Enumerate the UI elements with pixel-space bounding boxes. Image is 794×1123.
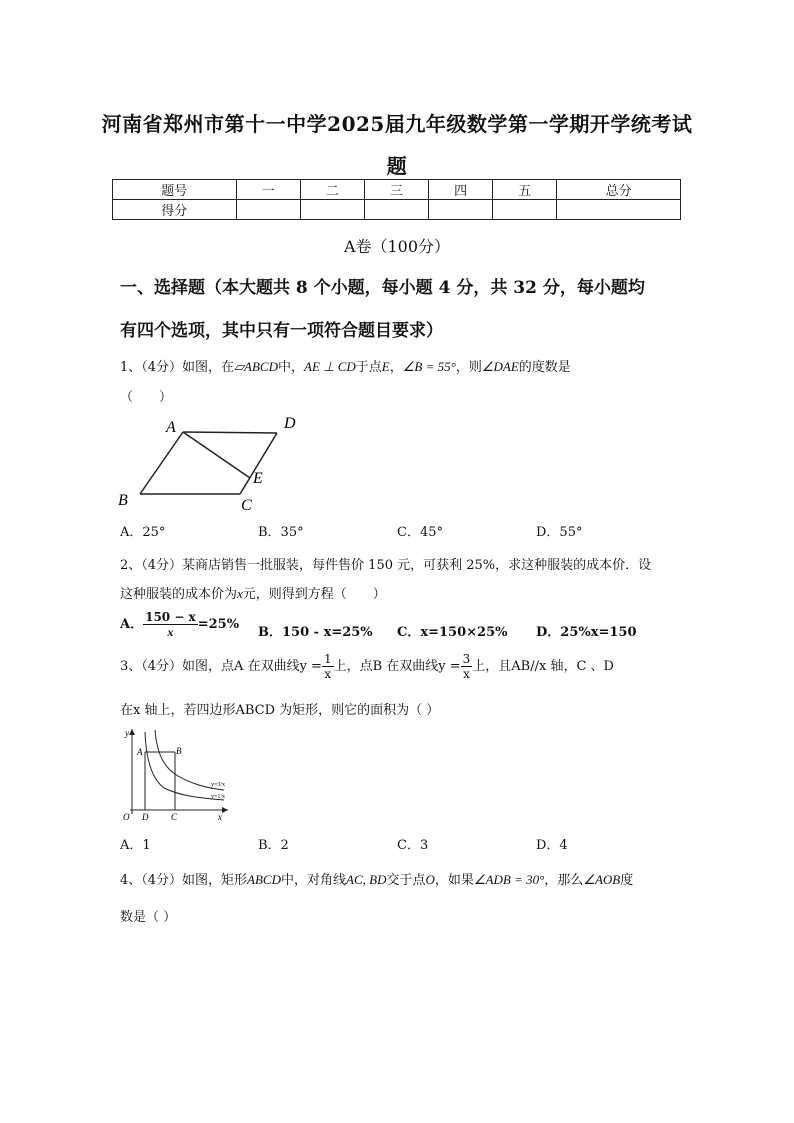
- score-table-header-cell: 总分: [557, 180, 681, 200]
- q3-x-axis-arrow: [222, 807, 228, 813]
- q1-mid4: ，则: [455, 360, 482, 375]
- q1-label-c: C: [241, 497, 252, 514]
- exam-title-line1: 河南省郑州市第十一中学2025届九年级数学第一学期开学统考试: [101, 112, 693, 136]
- score-table-header-cell: 三: [364, 180, 428, 200]
- q3-label-x: x: [218, 812, 222, 822]
- q3-label-y: y: [125, 728, 129, 738]
- question-4-line1: [120, 869, 633, 888]
- q2-option-a-numerator: 150 − x: [145, 610, 196, 624]
- q3-label-o: O: [123, 812, 130, 822]
- q1-target-angle: ∠DAE: [481, 359, 519, 374]
- question-1-paren: （ ）: [120, 390, 173, 405]
- question-2-line1: 2、（4分）某商店销售一批服装，每件售价 150 元，可获利 25%，求这种服装的成本价．设: [120, 558, 652, 573]
- q1-option-b[interactable]: B．35°: [258, 525, 304, 540]
- q1-mid1: 中，: [278, 360, 305, 375]
- q3-label-b: B: [176, 746, 182, 756]
- q3-fraction-2: [461, 652, 473, 681]
- score-input-cell[interactable]: [557, 200, 681, 220]
- q2-line2-b: 元，则得到方程（ ）: [242, 587, 386, 602]
- score-input-cell[interactable]: [300, 200, 364, 220]
- q1-suffix: 的度数是: [518, 360, 571, 375]
- q1-option-a[interactable]: A．25°: [120, 525, 166, 540]
- question-3-line1: [120, 652, 614, 681]
- section1-heading-line2: 有四个选项，其中只有一项符合题目要求）: [120, 321, 443, 341]
- q2-variable: x: [237, 586, 243, 601]
- q3-option-a[interactable]: A．1: [120, 838, 151, 853]
- q2-option-c[interactable]: C．x=150×25%: [397, 625, 508, 640]
- q1-side-ab: [140, 432, 183, 494]
- q1-parallelogram: ▱ABCD: [234, 359, 278, 374]
- q4-condition-angle: ∠ADB = 30°: [473, 872, 545, 887]
- q1-mid2: 于点: [355, 360, 382, 375]
- q3-option-d[interactable]: D．4: [536, 838, 568, 853]
- score-table-header-cell: 四: [429, 180, 493, 200]
- question-4-line2: 数是（ ）: [120, 910, 177, 925]
- q4-suffix: 度: [620, 873, 634, 888]
- q3-curve-label-3: y=3/x: [211, 782, 226, 788]
- q3-fraction-1-numerator: 1: [323, 652, 332, 666]
- score-table-header-cell: 题号: [113, 180, 237, 200]
- q3-suffix: 上，且AB//x 轴，C 、D: [472, 659, 614, 674]
- q3-y2: y =: [438, 659, 461, 674]
- q1-mid3: ，: [389, 360, 403, 375]
- q3-hyperbola-figure: [118, 724, 242, 822]
- score-table-score-row: [113, 200, 681, 220]
- q3-prefix: 3、（4分）如图，点A 在双曲线: [120, 659, 300, 674]
- q2-option-a-rest: =25%: [197, 617, 240, 632]
- q3-fraction-2-denominator: x: [463, 667, 470, 681]
- q1-segment-ae: [183, 432, 250, 478]
- q1-prefix: 1、（4分）如图，在: [120, 360, 235, 375]
- q3-option-b[interactable]: B．2: [258, 838, 289, 853]
- q4-mid3: ，如果: [434, 873, 474, 888]
- score-input-cell[interactable]: [236, 200, 300, 220]
- score-input-cell[interactable]: [429, 200, 493, 220]
- q1-point: E: [381, 359, 390, 374]
- q4-prefix: 4、（4分）如图，矩形: [120, 873, 248, 888]
- score-table-header-row: [113, 180, 681, 200]
- q3-mid: 上，点B 在双曲线: [333, 659, 439, 674]
- q1-option-d[interactable]: D．55°: [536, 525, 583, 540]
- q2-option-d[interactable]: D．25%x=150: [536, 625, 637, 640]
- q3-y1: y =: [299, 659, 322, 674]
- q1-label-d: D: [284, 415, 296, 432]
- score-table-header-cell: 五: [493, 180, 557, 200]
- q1-option-c[interactable]: C．45°: [397, 525, 443, 540]
- q4-diagonals: AC, BD: [346, 872, 387, 887]
- q2-line2-a: 这种服装的成本价为: [120, 587, 238, 602]
- q1-condition-angle: ∠B = 55°: [402, 359, 456, 374]
- q4-mid2: 交于点: [386, 873, 426, 888]
- section1-heading-line1: 一、选择题（本大题共 8 个小题，每小题 4 分，共 32 分，每小题均: [120, 278, 645, 298]
- q2-option-a[interactable]: [120, 610, 239, 639]
- score-table-header-cell: 二: [300, 180, 364, 200]
- q3-fraction-2-numerator: 3: [462, 652, 471, 666]
- q3-label-d: D: [142, 812, 149, 822]
- q3-label-a: A: [137, 747, 143, 757]
- q1-parallelogram-figure: [112, 408, 312, 516]
- score-table: [112, 179, 681, 220]
- score-table-header-cell: 一: [236, 180, 300, 200]
- q4-target-angle: ∠AOB: [583, 872, 621, 887]
- question-1-text: [120, 356, 571, 375]
- q2-option-a-label: A．: [120, 617, 144, 632]
- q3-option-c[interactable]: C．3: [397, 838, 429, 853]
- q1-label-a: A: [166, 419, 176, 436]
- q4-rectangle: ABCD: [247, 872, 281, 887]
- part-a-title: A卷（100分）: [343, 237, 451, 256]
- score-input-cell[interactable]: [493, 200, 557, 220]
- score-input-cell[interactable]: [364, 200, 428, 220]
- question-3-line2: 在x 轴上，若四边形ABCD 为矩形，则它的面积为（ ）: [120, 703, 440, 718]
- score-table-row-label: 得分: [113, 200, 237, 220]
- q3-fraction-1-denominator: x: [324, 667, 332, 681]
- q2-option-b[interactable]: B．150 - x=25%: [258, 625, 373, 640]
- q2-option-a-fraction: [143, 610, 198, 639]
- q4-mid4: ，那么: [544, 873, 584, 888]
- q3-y-axis-arrow: [129, 729, 135, 735]
- question-2-line2: [120, 583, 386, 602]
- q4-point: O: [425, 872, 435, 887]
- q1-label-e: E: [253, 470, 263, 487]
- q3-curve-label-1: y=1/x: [211, 794, 226, 800]
- q1-side-da: [183, 432, 277, 433]
- q1-label-b: B: [118, 492, 128, 509]
- q3-label-c: C: [171, 812, 178, 822]
- q1-condition-perpendicular: AE ⊥ CD: [304, 359, 356, 374]
- q3-curve-3-over-x: [155, 730, 224, 790]
- q4-mid1: 中，对角线: [281, 873, 347, 888]
- q2-option-a-denominator: x: [167, 625, 174, 639]
- q3-fraction-1: [322, 652, 334, 681]
- exam-title-line2: 题: [386, 154, 408, 178]
